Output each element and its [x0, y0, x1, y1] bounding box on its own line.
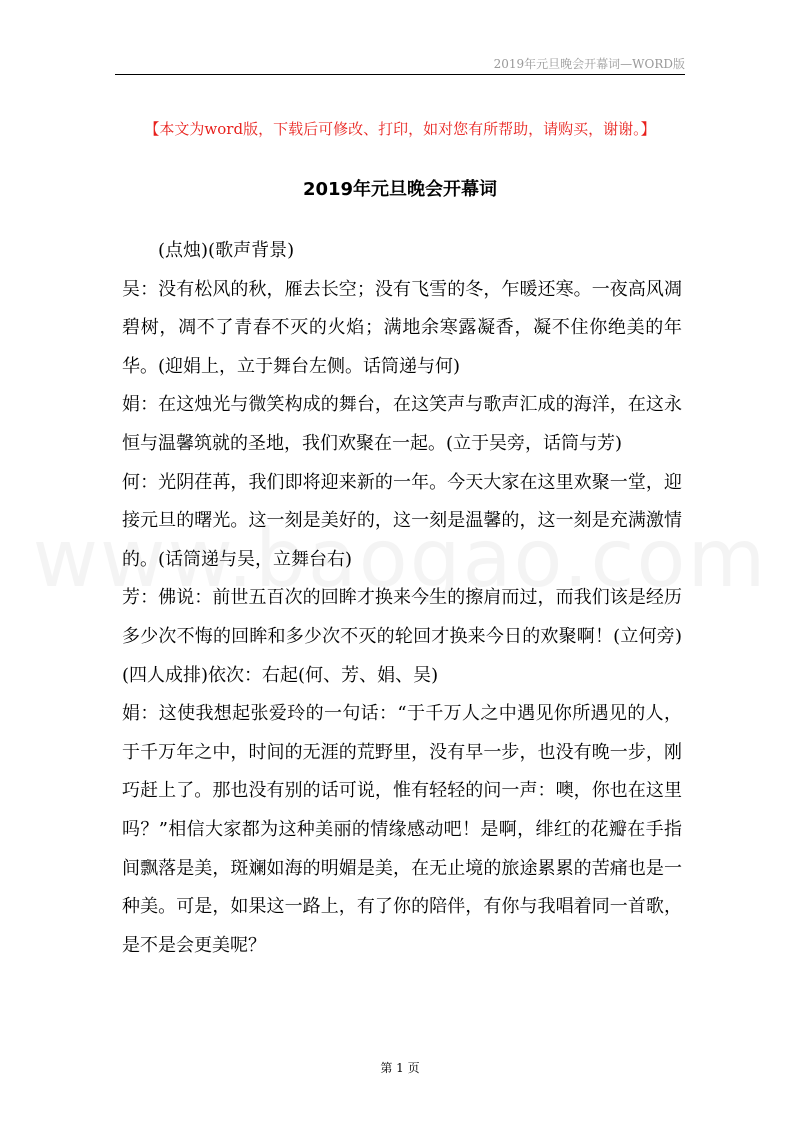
paragraph-wu: 吴：没有松风的秋，雁去长空；没有飞雪的冬，乍暖还寒。一夜高风凋碧树，凋不了青春不灭的火焰；满地余寒露凝香，凝不住你绝美的年华。(迎娟上，立于舞台左侧。话筒递与何)	[122, 278, 682, 377]
page-number: 第 1 页	[380, 1061, 420, 1075]
paragraph-fang: 芳：佛说：前世五百次的回眸才换来今生的擦肩而过，而我们该是经历多少次不悔的回眸和多少次不灭的轮回才换来今日的欢聚啊！(立何旁)(四人成排)依次：右起(何、芳、娟、吴)	[122, 587, 682, 686]
paragraph-juan: 娟：在这烛光与微笑构成的舞台，在这笑声与歌声汇成的海洋，在这永恒与温馨筑就的圣地，我们欢聚在一起。(立于吴旁，话筒与芳)	[122, 394, 682, 454]
paragraph-juan-second: 娟：这使我想起张爱玲的一句话：“于千万人之中遇见你所遇见的人，于千万年之中，时间的无涯的荒野里，没有早一步，也没有晚一步，刚巧赶上了。那也没有别的话可说，惟有轻轻的问一声：噢，你也在这里吗？”相信大家都为这种美丽的情缘感动吧！是啊，绯红的花瓣在手指间飘落是美，斑斓如海的明媚是美，在无止境的旅途累累的苦痛也是一种美。可是，如果这一路上，有了你的陪伴，有你与我唱着同一首歌，是不是会更美呢？	[122, 703, 682, 956]
page-header	[115, 52, 685, 75]
paragraph-he: 何：光阴荏苒，我们即将迎来新的一年。今天大家在这里欢聚一堂，迎接元旦的曙光。这一刻是美好的，这一刻是温馨的，这一刻是充满激情的。(话筒递与吴，立舞台右)	[122, 471, 682, 570]
document-body	[122, 232, 682, 965]
running-title: 2019年元旦晚会开幕词—WORD版	[493, 57, 685, 71]
download-notice: 【本文为word版，下载后可修改、打印，如对您有所帮助，请购买，谢谢。】	[144, 120, 656, 138]
stage-direction-paragraph: (点烛)(歌声背景)	[158, 240, 295, 261]
document-title: 2019年元旦晚会开幕词	[302, 179, 498, 200]
